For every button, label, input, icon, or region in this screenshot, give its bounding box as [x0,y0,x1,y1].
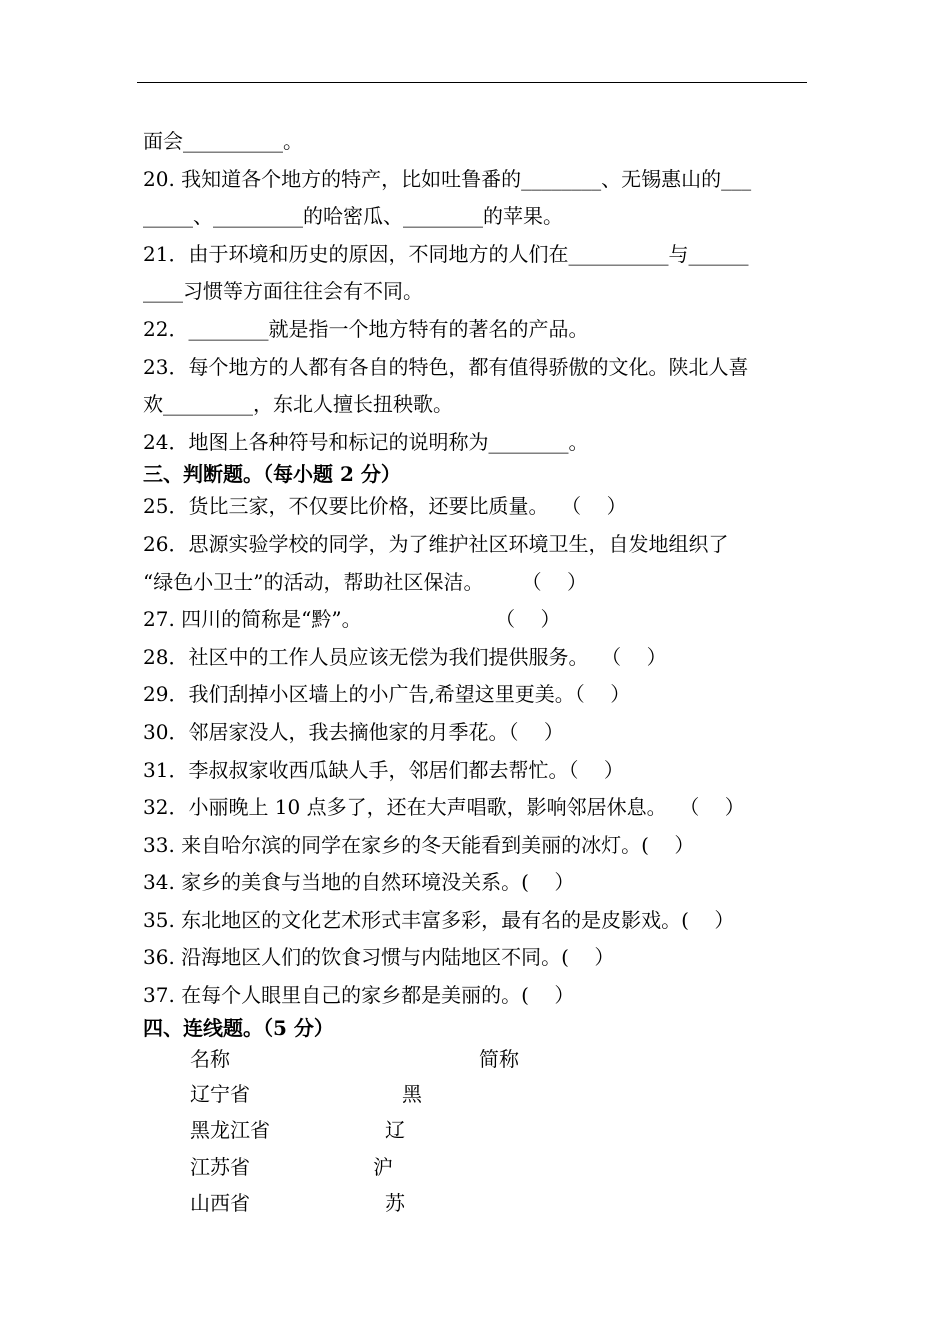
question-22: 22．________就是指一个地方特有的著名的产品。 [143,316,589,341]
matching-abbr: 沪 [373,1154,393,1179]
question-23-cont: 欢_________，东北人擅长扭秧歌。 [143,392,453,417]
question-31: 31．李叔叔家收西瓜缺人手，邻居们都去帮忙。（ ） [143,757,624,782]
section-3-title: 三、判断题。（每小题 2 分） [143,462,401,487]
matching-abbr: 辽 [385,1118,405,1143]
question-28: 28．社区中的工作人员应该无偿为我们提供服务。 （ ） [143,644,667,669]
question-32: 32．小丽晚上 10 点多了，还在大声唱歌，影响邻居休息。 （ ） [143,795,745,820]
matching-row [143,1077,811,1114]
matching-province: 辽宁省 [190,1081,250,1106]
question-21: 21．由于环境和历史的原因，不同地方的人们在__________与______ [143,241,749,266]
question-27: 27. 四川的简称是“黔”。 （ ） [143,607,561,632]
question-23: 23．每个地方的人都有各自的特色，都有值得骄傲的文化。陕北人喜 [143,354,749,379]
question-33: 33. 来自哈尔滨的同学在家乡的冬天能看到美丽的冰灯。( ） [143,832,695,857]
matching-row [143,1186,811,1223]
question-20-cont: _____、_________的哈密瓜、________的苹果。 [143,204,563,229]
question-21-cont: ____习惯等方面往往会有不同。 [143,279,423,304]
matching-header-name: 名称 [190,1046,230,1071]
question-20: 20. 我知道各个地方的特产，比如吐鲁番的________、无锡惠山的___ [143,166,752,191]
question-30: 30．邻居家没人，我去摘他家的月季花。（ ） [143,719,564,744]
question-line: 面会__________。 [143,129,303,153]
matching-province: 山西省 [190,1191,250,1216]
question-24: 24．地图上各种符号和标记的说明称为________。 [143,429,589,454]
question-37: 37. 在每个人眼里自己的家乡都是美丽的。( ） [143,983,575,1008]
question-26: 26．思源实验学校的同学，为了维护社区环境卫生，自发地组织了 [143,531,729,556]
header-rule [137,82,807,83]
question-29: 29．我们刮掉小区墙上的小广告,希望这里更美。（ ） [143,682,631,707]
matching-abbr: 苏 [385,1191,405,1216]
section-4-title: 四、连线题。（5 分） [143,1015,334,1040]
question-35: 35. 东北地区的文化艺术形式丰富多彩，最有名的是皮影戏。( ） [143,907,735,932]
matching-row [143,1150,811,1187]
matching-header-abbr: 简称 [479,1046,519,1071]
question-36: 36. 沿海地区人们的饮食习惯与内陆地区不同。( ） [143,945,615,970]
matching-abbr: 黑 [402,1081,422,1106]
question-34: 34. 家乡的美食与当地的自然环境没关系。( ） [143,870,575,895]
matching-province: 黑龙江省 [190,1118,270,1143]
question-25: 25．货比三家，不仅要比价格，还要比质量。 （ ） [143,494,627,519]
matching-province: 江苏省 [190,1154,250,1179]
question-26-cont: “绿色小卫士”的活动，帮助社区保洁。 （ ） [143,569,588,594]
matching-row [143,1113,811,1150]
matching-header [143,1042,811,1077]
worksheet-page [143,123,811,1223]
